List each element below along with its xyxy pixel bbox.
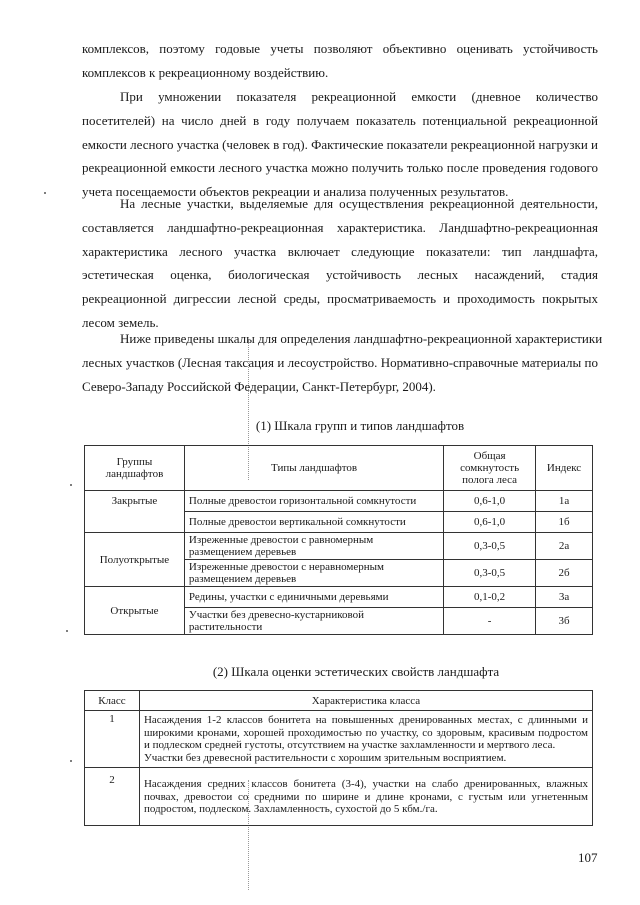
description-extra: Участки без древесной растительности с хорошим зрительным восприятием. <box>143 751 507 764</box>
column-header: Общая сомкнутость полога леса <box>444 446 536 491</box>
group-cell: Полуоткрытые <box>85 533 185 587</box>
page-number: 107 <box>578 850 598 865</box>
landscape-types-table <box>84 445 593 635</box>
table-row <box>85 711 593 768</box>
text-line: На лесные участки, выделяемые для осуществления рекреационной деятельности, <box>120 196 598 211</box>
density-cell: 0,1-0,2 <box>444 587 536 608</box>
text-line: емкости лесного участка (человек в год). Фактические показатели рекреационной нагрузки и <box>82 136 598 152</box>
index-cell: 3а <box>536 587 593 608</box>
index-cell: 2б <box>536 560 593 587</box>
text-line: характеристика лесного участка включает следующие показатели: тип ландшафта, <box>82 243 598 259</box>
column-header: Типы ландшафтов <box>184 446 443 491</box>
type-cell: Редины, участки с единичными деревьями <box>184 587 443 608</box>
text-line: учета посещаемости объектов рекреации и анализа полученных результатов. <box>82 184 509 200</box>
density-cell: - <box>444 608 536 635</box>
scan-speck <box>66 630 68 632</box>
text-line: рекреационной емкости лесного участка можно получить только после проведения годового <box>82 160 598 176</box>
column-header: Класс <box>85 691 140 711</box>
text-line: лесных участков (Лесная таксация и лесоустройство. Нормативно-справочные материалы по <box>82 354 598 370</box>
column-header: Индекс <box>536 446 593 491</box>
index-cell: 2а <box>536 533 593 560</box>
index-cell: 1б <box>536 512 593 533</box>
density-cell: 0,6-1,0 <box>444 512 536 533</box>
index-cell: 3б <box>536 608 593 635</box>
text-line: При умножении показателя рекреационной емкости (дневное количество <box>120 89 598 104</box>
paragraph-4 <box>82 327 603 398</box>
group-cell: Открытые <box>85 587 185 635</box>
table-row <box>85 491 593 512</box>
text-line: рекреационной дигрессии лесной среды, просматриваемость и проходимость покрытых <box>82 291 598 307</box>
paragraph-1 <box>82 37 598 85</box>
type-cell: Полные древостои вертикальной сомкнутости <box>184 512 443 533</box>
description-cell <box>139 711 592 768</box>
type-cell: Полные древостои горизонтальной сомкнутости <box>184 491 443 512</box>
text-line: комплексов, поэтому годовые учеты позволяют объективно оценивать устойчивость <box>82 41 598 56</box>
text-line: лесом земель. <box>82 314 159 330</box>
table-row <box>85 533 593 560</box>
text-line: эстетическая оценка, биологическая устойчивость лесных насаждений, стадия <box>82 267 598 283</box>
text-line: составляется ландшафтно-рекреационная характеристика. Ландшафтно-рекреационная <box>82 219 598 235</box>
table-row <box>85 587 593 608</box>
description-cell: Насаждения средних классов бонитета (3-4), участки на слабо дренированных, влажных почвах, древостои со средними по ширине и длине кронами, с густым или угнетенным подростом, подлеском. Захламленность, сухостой до 5 кбм./га. <box>139 768 592 826</box>
density-cell: 0,6-1,0 <box>444 491 536 512</box>
column-header: Группы ландшафтов <box>85 446 185 491</box>
group-cell: Закрытые <box>85 491 185 533</box>
type-cell: Участки без древесно-кустарниковой растительности <box>184 608 443 635</box>
table-row <box>85 768 593 826</box>
text-line: комплексов к рекреационному воздействию. <box>82 64 329 80</box>
table2-caption: (2) Шкала оценки эстетических свойств ландшафта <box>212 664 500 679</box>
density-cell: 0,3-0,5 <box>444 533 536 560</box>
scan-speck <box>70 760 72 762</box>
density-cell: 0,3-0,5 <box>444 560 536 587</box>
table1-caption: (1) Шкала групп и типов ландшафтов <box>255 418 465 433</box>
type-cell: Изреженные древостои с равномерным размещением деревьев <box>184 533 443 560</box>
text-line: посетителей) на число дней в году получаем показатель потенциальной рекреационной <box>82 112 598 128</box>
paragraph-3 <box>82 192 598 335</box>
paragraph-2 <box>82 85 598 204</box>
text-line: Северо-Западу Российской Федерации, Санкт-Петербург, 2004). <box>82 378 436 394</box>
aesthetic-scale-table <box>84 690 593 826</box>
index-cell: 1а <box>536 491 593 512</box>
class-cell: 2 <box>85 768 140 826</box>
column-header: Характеристика класса <box>139 691 592 711</box>
class-cell: 1 <box>85 711 140 768</box>
text-line: Ниже приведены шкалы для определения ландшафтно-рекреационной характеристики <box>120 331 603 346</box>
type-cell: Изреженные древостои с неравномерным размещением деревьев <box>184 560 443 587</box>
scan-speck <box>44 192 46 194</box>
description-text: Насаждения 1-2 классов бонитета на повышенных дренированных местах, с длинными и широкими кронами, хорошей проходимостью по участку, со здоровым, красивым подростом и подлеском средней густоты, отсутствием на участке захламленности и мертвого леса. <box>143 714 588 751</box>
scan-speck <box>70 484 72 486</box>
